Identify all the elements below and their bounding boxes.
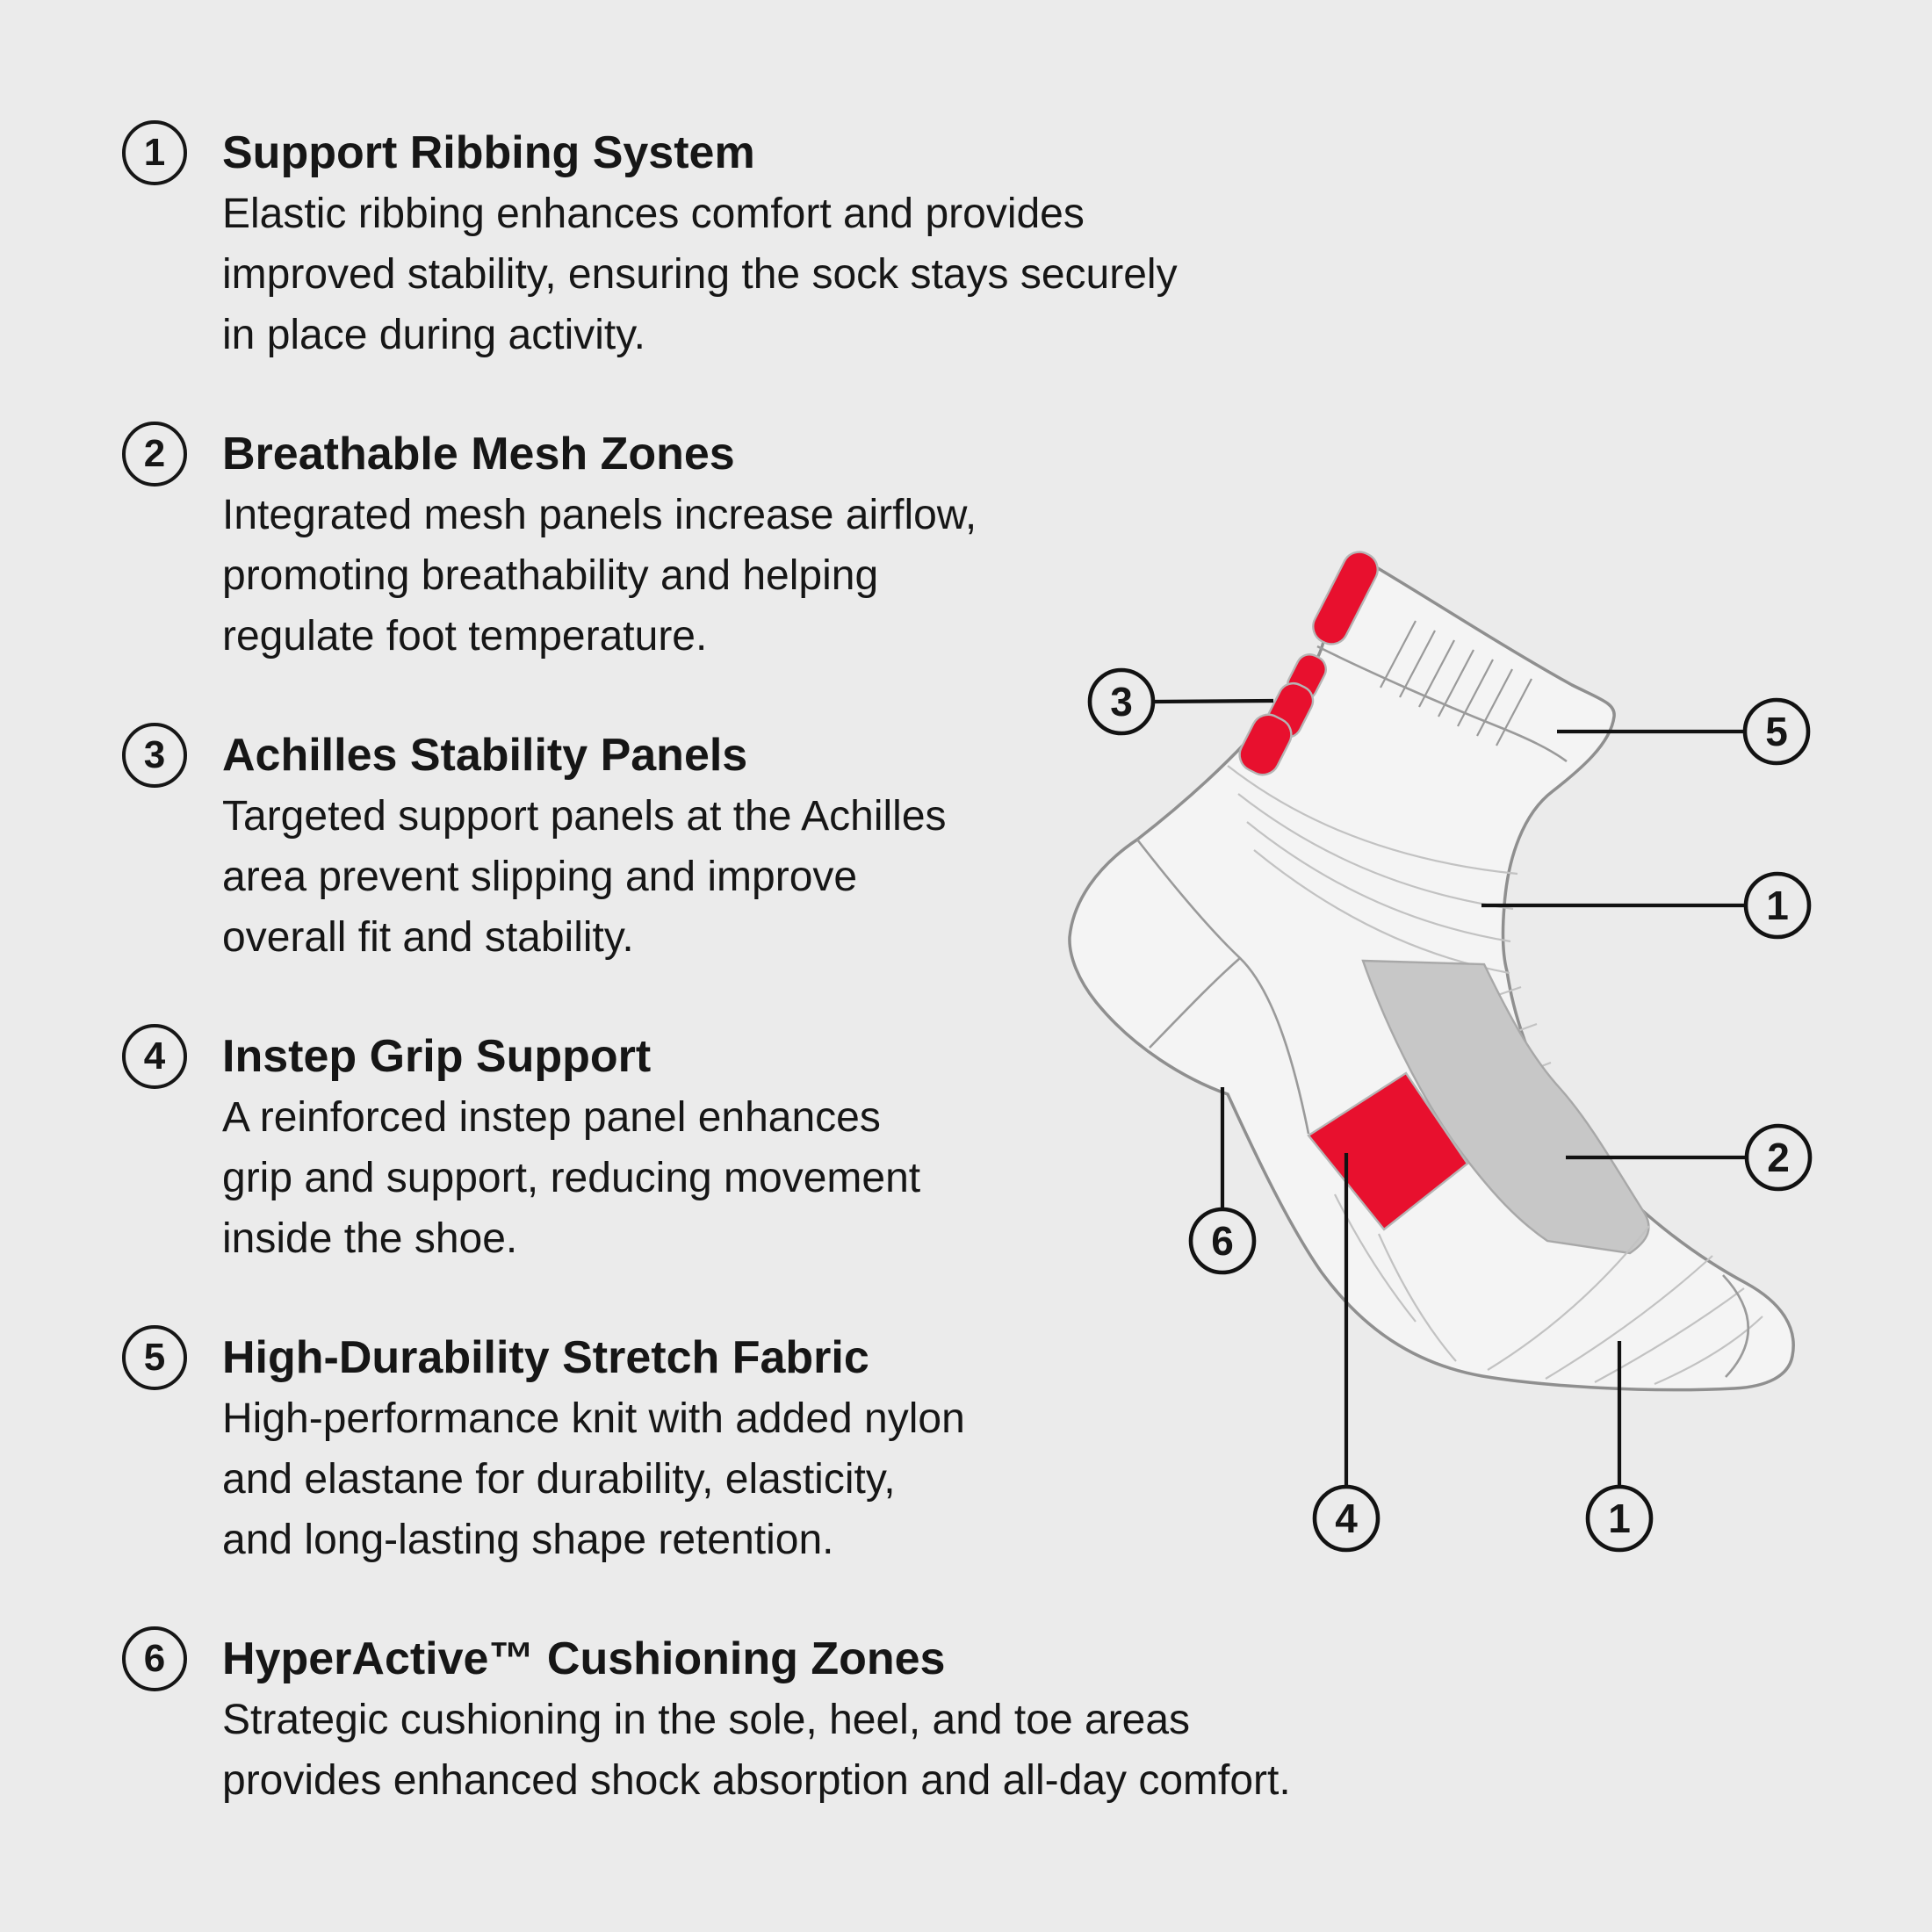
feature-description-line: and elastane for durability, elasticity, <box>222 1456 896 1503</box>
callout-4 <box>1315 1487 1378 1550</box>
feature-description-line: promoting breathability and helping <box>222 552 879 599</box>
feature-description-line: Integrated mesh panels increase airflow, <box>222 492 977 538</box>
feature-number-badge: 5 <box>122 1325 187 1390</box>
callout-label: 2 <box>1767 1135 1790 1180</box>
feature-description-line: in place during activity. <box>222 312 646 358</box>
feature-number-badge: 2 <box>122 422 187 487</box>
feature-description-line: inside the shoe. <box>222 1215 518 1262</box>
feature-title: Instep Grip Support <box>222 1031 652 1082</box>
feature-description-line: area prevent slipping and improve <box>222 854 858 900</box>
feature-number-badge: 4 <box>122 1024 187 1089</box>
callout-1-ankle <box>1746 874 1809 937</box>
feature-description-line: A reinforced instep panel enhances <box>222 1094 881 1141</box>
callout-label: 5 <box>1765 709 1788 754</box>
callout-2 <box>1747 1126 1810 1189</box>
callout-label: 3 <box>1110 679 1133 724</box>
callout-label: 4 <box>1335 1496 1358 1541</box>
callout-5 <box>1745 700 1808 763</box>
feature-number-badge: 6 <box>122 1626 187 1691</box>
callout-label: 1 <box>1608 1496 1631 1541</box>
callout-label: 1 <box>1766 883 1789 928</box>
callout-6 <box>1191 1209 1254 1272</box>
feature-description-line: overall fit and stability. <box>222 914 634 961</box>
feature-title: Achilles Stability Panels <box>222 730 748 781</box>
feature-description-line: improved stability, ensuring the sock stays securely <box>222 251 1178 298</box>
feature-description-line: grip and support, reducing movement <box>222 1155 921 1201</box>
feature-description-line: High-performance knit with added nylon <box>222 1395 965 1442</box>
callout-3 <box>1090 670 1153 733</box>
feature-description-line: Targeted support panels at the Achilles <box>222 793 947 840</box>
feature-title: HyperActive™ Cushioning Zones <box>222 1633 946 1684</box>
feature-title: Breathable Mesh Zones <box>222 429 735 479</box>
feature-description-line: and long-lasting shape retention. <box>222 1517 834 1563</box>
callout-label: 6 <box>1211 1218 1234 1264</box>
feature-description-line: Strategic cushioning in the sole, heel, and toe areas <box>222 1697 1191 1743</box>
feature-description-line: provides enhanced shock absorption and all-day comfort. <box>222 1757 1291 1804</box>
feature-title: Support Ribbing System <box>222 127 755 178</box>
feature-title: High-Durability Stretch Fabric <box>222 1332 869 1383</box>
feature-number-badge: 3 <box>122 723 187 788</box>
feature-description-line: regulate foot temperature. <box>222 613 708 660</box>
callout-1-toe <box>1588 1487 1651 1550</box>
feature-number-badge: 1 <box>122 120 187 185</box>
feature-description-line: Elastic ribbing enhances comfort and provides <box>222 191 1085 237</box>
